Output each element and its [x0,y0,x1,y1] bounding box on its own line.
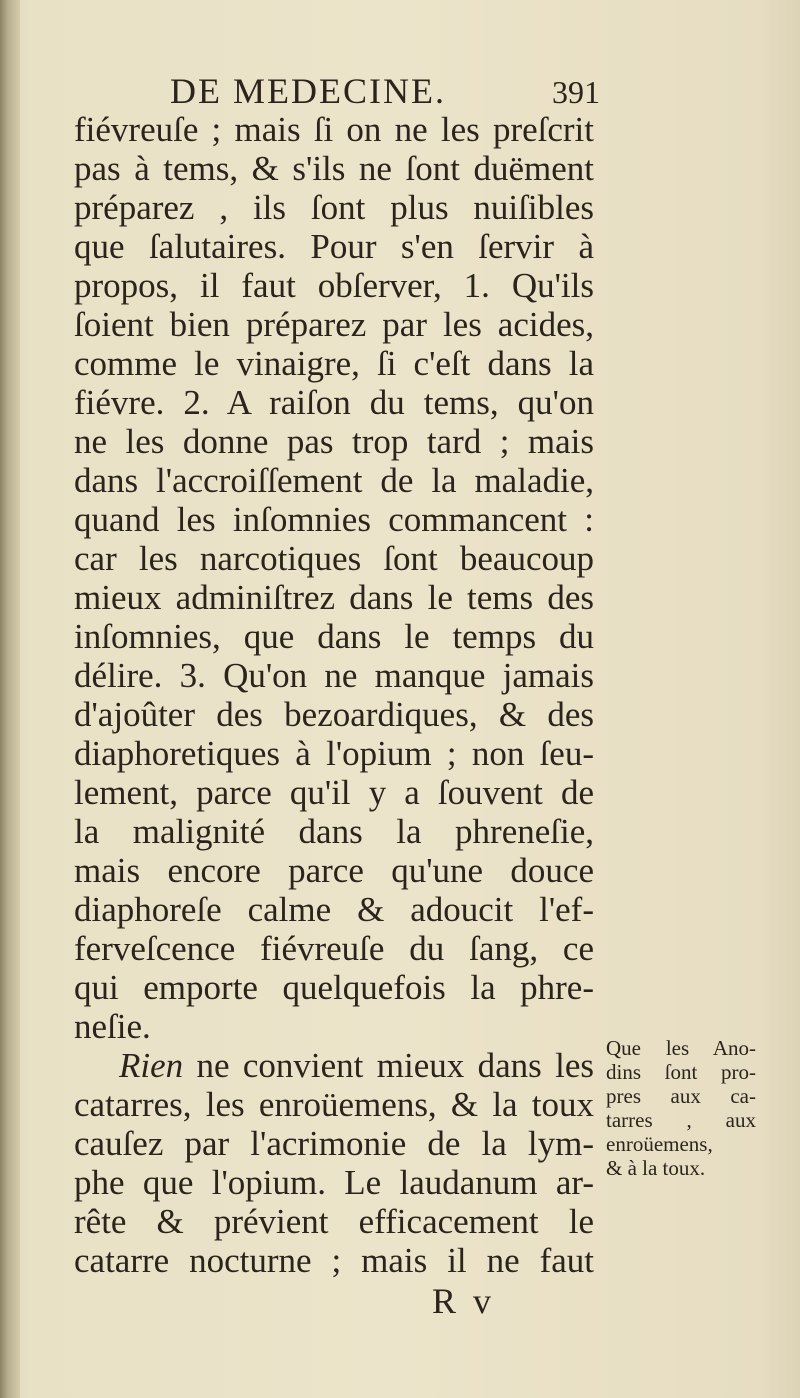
text-line: que ſalutaires. Pour s'en ſervir à [74,227,594,266]
margin-note-line: & à la toux. [606,1156,706,1180]
paragraph-opening-line [74,1046,594,1085]
text-line: mais encore parce qu'une douce [74,851,594,890]
margin-note [606,1036,756,1180]
text-line: fiévreuſe ; mais ſi on ne les preſcrit [74,110,594,149]
margin-note-line: enroüemens, [606,1132,713,1156]
text-line: catarres, les enroüemens, & la toux [74,1085,594,1124]
running-head-title: DE MEDECINE. [170,71,446,111]
text-line: diaphoreſe calme & adoucit l'ef- [74,890,594,929]
margin-note-line: tarres , aux [606,1108,756,1132]
text-line: comme le vinaigre, ſi c'eſt dans la [74,344,594,383]
text-line: neſie. [74,1007,151,1046]
body-text [74,110,594,1280]
text-line: lement, parce qu'il y a ſouvent de [74,773,594,812]
text-line: inſomnies, que dans le temps du [74,617,594,656]
text-line: ferveſcence fiévreuſe du ſang, ce [74,929,594,968]
text-line: phe que l'opium. Le laudanum ar- [74,1163,594,1202]
text-line: pas à tems, & s'ils ne ſont duëment [74,149,594,188]
text-line: cauſez par l'acrimonie de la lym- [74,1124,594,1163]
text-line: diaphoretiques à l'opium ; non ſeu- [74,734,594,773]
text-line: dans l'accroiſſement de la maladie, [74,461,594,500]
text-line: préparez , ils ſont plus nuiſibles [74,188,594,227]
page-number: 391 [552,74,600,110]
text-line: catarre nocturne ; mais il ne faut [74,1241,594,1280]
margin-note-line: pres aux ca- [606,1084,756,1108]
text-line: qui emporte quelquefois la phre- [74,968,594,1007]
text-line: délire. 3. Qu'on ne manque jamais [74,656,594,695]
paragraph-opening-rest: ne convient mieux dans les [196,1046,594,1085]
margin-note-line: Que les Ano- [606,1036,756,1060]
running-head [170,70,600,114]
text-line: propos, il faut obſerver, 1. Qu'ils [74,266,594,305]
text-line: mieux adminiſtrez dans le tems des [74,578,594,617]
text-line: ſoient bien préparez par les acides, [74,305,594,344]
text-line: quand les inſomnies commancent : [74,500,594,539]
margin-note-line: dins ſont pro- [606,1060,756,1084]
text-line: la malignité dans la phreneſie, [74,812,594,851]
text-line: rête & prévient efficacement le [74,1202,594,1241]
paragraph-opening-word: Rien [119,1046,184,1085]
text-line: car les narcotiques ſont beaucoup [74,539,594,578]
text-line: fiévre. 2. A raiſon du tems, qu'on [74,383,594,422]
text-line: d'ajoûter des bezoardiques, & des [74,695,594,734]
page-gutter-edge [0,0,20,1398]
signature-mark: R v [432,1281,496,1321]
text-line: ne les donne pas trop tard ; mais [74,422,594,461]
